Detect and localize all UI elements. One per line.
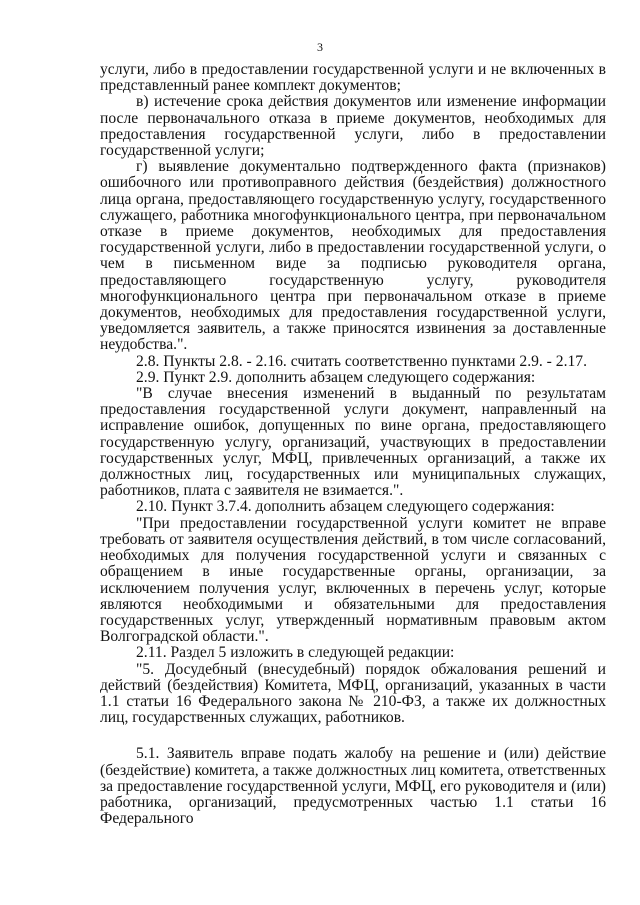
document-body [100, 62, 606, 827]
paragraph: "В случае внесения изменений в выданный по результатам предоставления государственной услуги документ, направленный на исправление ошибок, допущенных по вине органа, предоставляющего государственную услугу, организаций, участвующих в предоставлении государственных услуг, МФЦ, привлеченных организаций, а также их должностных лиц, государственных или муниципальных служащих, работников, плата с заявителя не взимается.". [100, 385, 606, 500]
paragraph: "При предоставлении государственной услуги комитет не вправе требовать от заявителя осуществления действий, в том числе согласований, необходимых для получения государственной услуги и связанных с обращением в иные государственные органы, организации, за исключением получения услуг, включенных в перечень услуг, которые являются необходимыми и обязательными для предоставления государственных услуг, утвержденный нормативным правовым актом Волгоградской области.". [100, 514, 606, 646]
paragraph: 5.1. Заявитель вправе подать жалобу на решение и (или) действие (бездействие) комитета, а также должностных лиц комитета, ответственных за предоставление государственной услуги, МФЦ, его руководителя и (или) работника, организаций, предусмотренных частью 1.1 статьи 16 Федерального [100, 745, 606, 828]
paragraph: 2.8. Пункты 2.8. - 2.16. считать соответственно пунктами 2.9. - 2.17. [136, 352, 587, 370]
paragraph: 2.9. Пункт 2.9. дополнить абзацем следующего содержания: [136, 368, 536, 386]
paragraph: в) истечение срока действия документов или изменение информации после первоначального отказа в приеме документов, необходимых для предоставления государственной услуги, либо в предоставлении государственной услуги; [100, 93, 606, 160]
paragraph: "5. Досудебный (внесудебный) порядок обжалования решений и действий (бездействия) Комитета, МФЦ, организаций, указанных в части 1.1 статьи 16 Федерального закона № 210-ФЗ, а также их должностных лиц, государственных служащих, работников. [100, 660, 606, 727]
paragraph: г) выявление документально подтвержденного факта (признаков) ошибочного или противоправного действия (бездействия) должностного лица органа, предоставляющего государственную услугу, государственного служащего, работника многофункционального центра, при первоначальном отказе в приеме документов, необходимых для предоставления государственной услуги, либо в предоставлении государственной услуги, о чем в письменном виде за подписью руководителя органа, предоставляющего государственную услугу, руководителя многофункционального центра при первоначальном отказе в приеме документов, необходимых для предоставления государственной услуги, уведомляется заявитель, а также приносятся извинения за доставленные неудобства.". [100, 158, 606, 354]
paragraph: 2.11. Раздел 5 изложить в следующей редакции: [136, 644, 455, 662]
paragraph-gap [100, 726, 606, 746]
paragraph: услуги, либо в предоставлении государственной услуги и не включенных в представленный ранее комплект документов; [100, 61, 606, 95]
paragraph: 2.10. Пункт 3.7.4. дополнить абзацем следующего содержания: [136, 498, 555, 516]
page-number: 3 [317, 40, 323, 54]
